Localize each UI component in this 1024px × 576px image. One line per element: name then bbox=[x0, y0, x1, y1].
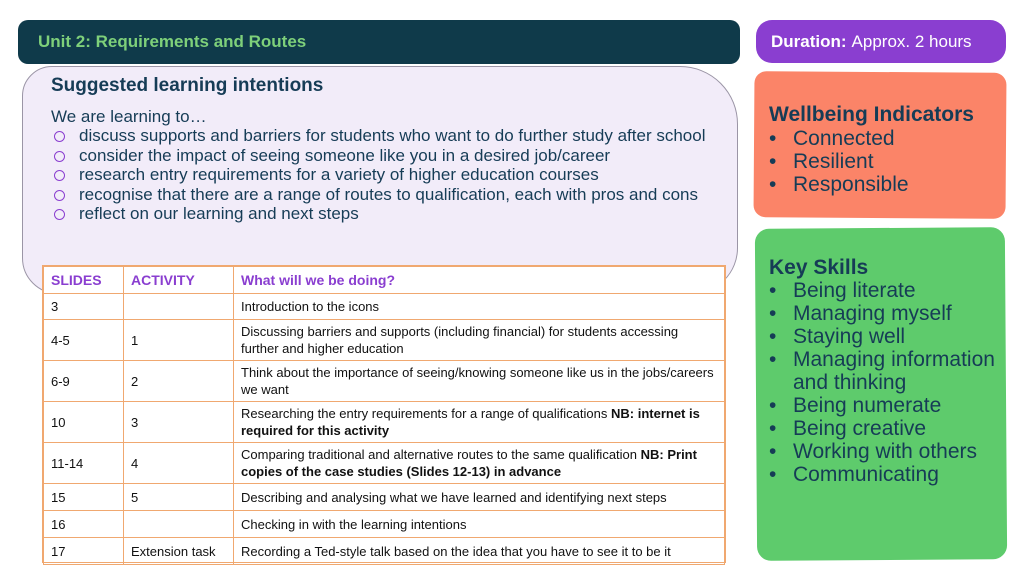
cell-slides: 16 bbox=[44, 511, 124, 538]
table-header-row bbox=[44, 267, 725, 294]
table-row bbox=[44, 361, 725, 402]
table-row bbox=[44, 538, 725, 565]
cell-description bbox=[234, 511, 725, 538]
cell-description bbox=[234, 294, 725, 320]
key-skill-item: • Working with others bbox=[769, 440, 1001, 463]
wellbeing-indicators-list bbox=[769, 127, 909, 196]
key-skill-item: • Managing myself bbox=[769, 302, 1001, 325]
cell-slides: 15 bbox=[44, 484, 124, 511]
cell-slides: 11-14 bbox=[44, 443, 124, 484]
cell-description bbox=[234, 538, 725, 565]
cell-description-text: Describing and analysing what we have learned and identifying next steps bbox=[241, 489, 667, 505]
cell-activity: 2 bbox=[124, 361, 234, 402]
table-row bbox=[44, 402, 725, 443]
cell-description-note: NB: internet is required for this activity bbox=[241, 406, 700, 438]
cell-activity: 3 bbox=[124, 402, 234, 443]
column-header-slides: SLIDES bbox=[44, 267, 124, 294]
duration-badge bbox=[756, 20, 1006, 63]
key-skills-title: Key Skills bbox=[769, 256, 869, 279]
cell-slides: 6-9 bbox=[44, 361, 124, 402]
cell-description bbox=[234, 320, 725, 361]
activity-table-container bbox=[42, 265, 726, 563]
activity-table bbox=[43, 266, 725, 565]
cell-description-note: NB: Print copies of the case studies (Slides 12-13) in advance bbox=[241, 447, 697, 479]
cell-activity: 4 bbox=[124, 443, 234, 484]
key-skill-item: • Communicating bbox=[769, 463, 1001, 486]
cell-activity: Extension task bbox=[124, 538, 234, 565]
table-row bbox=[44, 484, 725, 511]
learning-intention-item: recognise that there are a range of routes to qualification, each with pros and cons bbox=[51, 185, 711, 205]
table-row bbox=[44, 443, 725, 484]
cell-description-text: Recording a Ted-style talk based on the idea that you have to see it to be it bbox=[241, 543, 671, 559]
key-skill-item: • Being creative bbox=[769, 417, 1001, 440]
table-row bbox=[44, 294, 725, 320]
cell-slides: 10 bbox=[44, 402, 124, 443]
wellbeing-indicator-item: • Resilient bbox=[769, 150, 909, 173]
learning-intention-item: discuss supports and barriers for students who want to do further study after school bbox=[51, 126, 711, 146]
wellbeing-indicator-item: • Connected bbox=[769, 127, 909, 150]
column-header-activity: ACTIVITY bbox=[124, 267, 234, 294]
cell-description bbox=[234, 402, 725, 443]
cell-description-text: Introduction to the icons bbox=[241, 299, 380, 314]
cell-activity bbox=[124, 511, 234, 538]
key-skills-list bbox=[769, 279, 1001, 486]
cell-description-text: Discussing barriers and supports (including financial) for students accessing further and higher education bbox=[241, 324, 679, 356]
column-header-description: What will we be doing? bbox=[234, 267, 725, 294]
key-skill-item: • Managing information and thinking bbox=[769, 348, 1001, 394]
wellbeing-indicator-item: • Responsible bbox=[769, 173, 909, 196]
cell-slides: 3 bbox=[44, 294, 124, 320]
cell-activity: 1 bbox=[124, 320, 234, 361]
cell-description bbox=[234, 361, 725, 402]
learning-intentions-intro: We are learning to… bbox=[51, 107, 207, 126]
cell-slides: 17 bbox=[44, 538, 124, 565]
table-row bbox=[44, 320, 725, 361]
key-skill-item: • Staying well bbox=[769, 325, 1001, 348]
cell-description-text: Researching the entry requirements for a range of qualifications bbox=[241, 406, 611, 421]
cell-description bbox=[234, 443, 725, 484]
cell-description-text: Checking in with the learning intentions bbox=[241, 516, 467, 532]
key-skill-item: • Being literate bbox=[769, 279, 1001, 302]
unit-title: Unit 2: Requirements and Routes bbox=[38, 32, 307, 51]
cell-slides: 4-5 bbox=[44, 320, 124, 361]
cell-description bbox=[234, 484, 725, 511]
wellbeing-indicators-title: Wellbeing Indicators bbox=[769, 103, 974, 126]
learning-intention-item: research entry requirements for a variety of higher education courses bbox=[51, 165, 711, 185]
cell-activity: 5 bbox=[124, 484, 234, 511]
learning-intentions-list bbox=[51, 126, 711, 224]
cell-description-text: Comparing traditional and alternative routes to the same qualification bbox=[241, 447, 641, 462]
cell-description-text: Think about the importance of seeing/knowing someone like us in the jobs/careers we want bbox=[241, 365, 714, 397]
learning-intentions-title: Suggested learning intentions bbox=[51, 75, 324, 96]
duration-value: Approx. 2 hours bbox=[851, 31, 972, 51]
table-row bbox=[44, 511, 725, 538]
duration-label: Duration: bbox=[771, 31, 847, 51]
learning-intention-item: reflect on our learning and next steps bbox=[51, 204, 711, 224]
learning-intention-item: consider the impact of seeing someone like you in a desired job/career bbox=[51, 146, 711, 166]
key-skill-item: • Being numerate bbox=[769, 394, 1001, 417]
cell-activity bbox=[124, 294, 234, 320]
